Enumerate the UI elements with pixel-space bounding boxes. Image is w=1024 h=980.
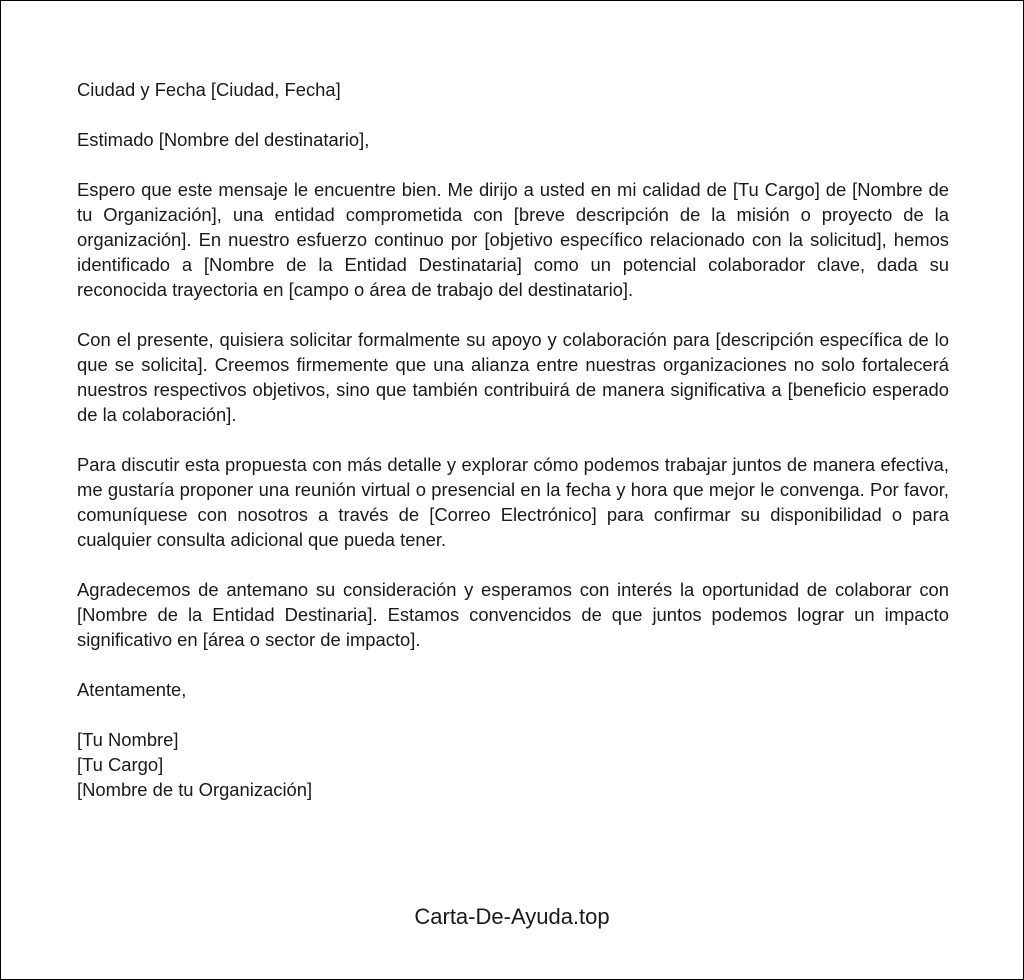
spacer — [77, 427, 949, 452]
footer-site-name: Carta-De-Ayuda.top — [414, 904, 610, 929]
city-date: Ciudad y Fecha [Ciudad, Fecha] — [77, 79, 341, 100]
letter-body — [77, 77, 949, 802]
paragraph-request: Con el presente, quisiera solicitar formalmente su apoyo y colaboración para [descripción específica de lo que se solicita]. Creemos firmemente que una alianza entre nuestras organizaciones no solo fortalecerá nuestros respectivos objetivos, sino que también contribuirá de manera significativa a [beneficio esperado de la colaboración]. — [77, 329, 949, 425]
spacer — [77, 702, 949, 727]
closing: Atentamente, — [77, 679, 187, 700]
spacer — [77, 152, 949, 177]
spacer — [77, 652, 949, 677]
paragraph-thanks: Agradecemos de antemano su consideración y esperamos con interés la oportunidad de colaborar con [Nombre de la Entidad Destinaria]. Estamos convencidos de que juntos podemos lograr un impacto significativo en [área o sector de impacto]. — [77, 579, 949, 650]
signature-block — [77, 727, 949, 802]
greeting: Estimado [Nombre del destinatario], — [77, 129, 370, 150]
paragraph-meeting: Para discutir esta propuesta con más detalle y explorar cómo podemos trabajar juntos de manera efectiva, me gustaría proponer una reunión virtual o presencial en la fecha y hora que mejor le convenga. Por favor, comuníquese con nosotros a través de [Correo Electrónico] para confirmar su disponibilidad o para cualquier consulta adicional que pueda tener. — [77, 454, 949, 550]
signature-position: [Tu Cargo] — [77, 754, 164, 775]
signature-organization: [Nombre de tu Organización] — [77, 779, 313, 800]
spacer — [77, 552, 949, 577]
spacer — [77, 102, 949, 127]
spacer — [77, 302, 949, 327]
signature-name: [Tu Nombre] — [77, 729, 179, 750]
paragraph-intro: Espero que este mensaje le encuentre bien. Me dirijo a usted en mi calidad de [Tu Cargo] de [Nombre de tu Organización], una entidad comprometida con [breve descripción de la misión o proyecto de la organización]. En nuestro esfuerzo continuo por [objetivo específico relacionado con la solicitud], hemos identificado a [Nombre de la Entidad Destinataria] como un potencial colaborador clave, dada su reconocida trayectoria en [campo o área de trabajo del destinatario]. — [77, 179, 949, 300]
